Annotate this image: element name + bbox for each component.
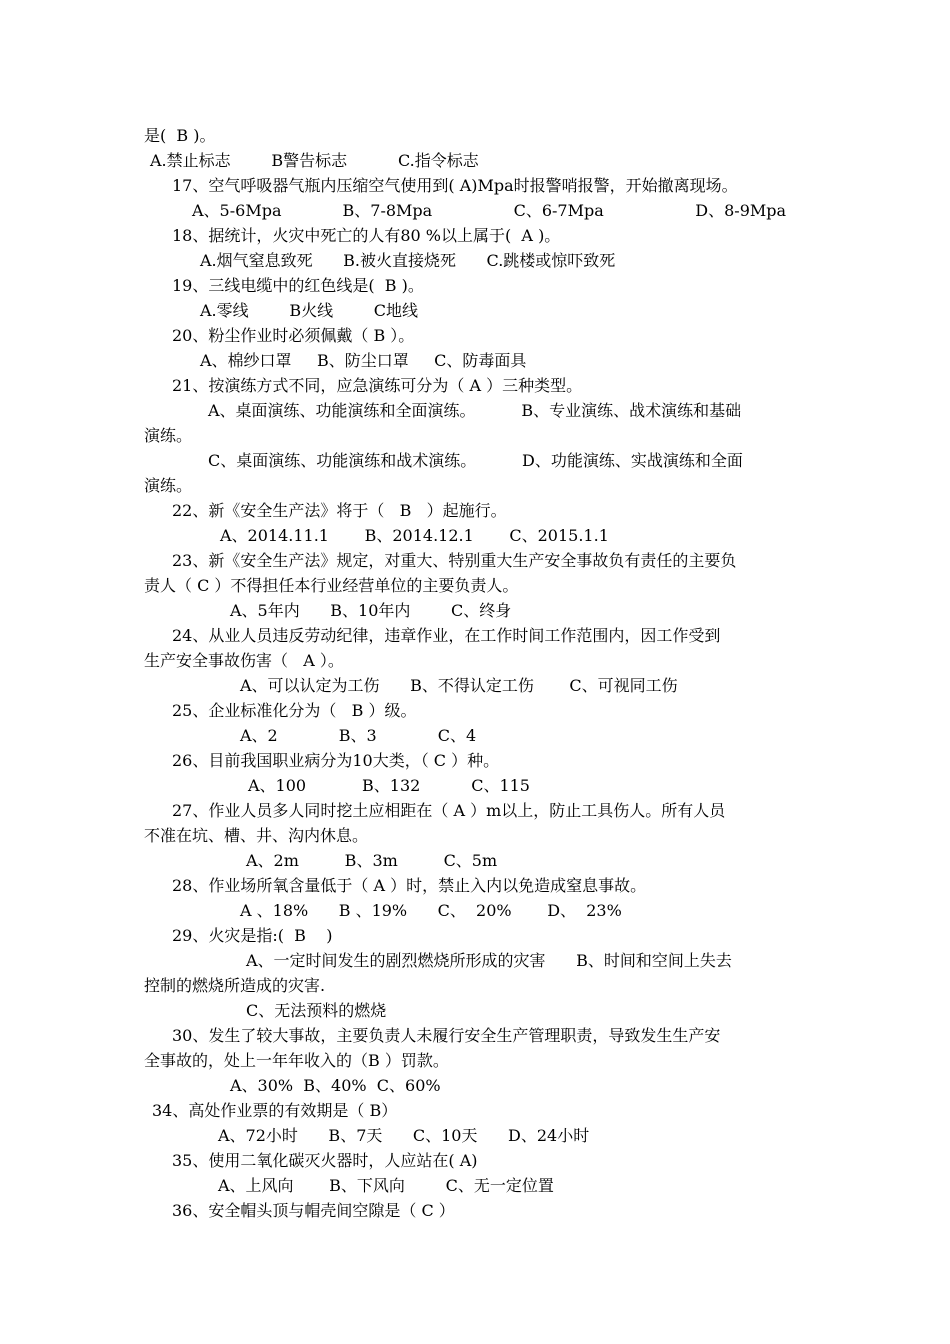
options-24: A、可以认定为工伤 B、不得认定工伤 C、可视同工伤	[240, 676, 678, 695]
options-18: A.烟气窒息致死 B.被火直接烧死 C.跳楼或惊吓致死	[200, 251, 616, 270]
question-20: 20、粉尘作业时必须佩戴（ B ）。	[172, 326, 415, 345]
question-27-cont: 不准在坑、槽、井、沟内休息。	[144, 826, 369, 845]
question-22: 22、新《安全生产法》将于（ B ）起施行。	[172, 501, 507, 520]
question-19: 19、三线电缆中的红色线是( B )。	[172, 276, 424, 295]
options-22: A、2014.11.1 B、2014.12.1 C、2015.1.1	[220, 526, 609, 545]
options-17: A、5-6Mpa B、7-8Mpa C、6-7Mpa D、8-9Mpa	[192, 201, 787, 220]
question-18: 18、据统计，火灾中死亡的人有80 %以上属于( A )。	[172, 226, 561, 245]
question-23: 23、新《安全生产法》规定，对重大、特别重大生产安全事故负有责任的主要负	[172, 551, 737, 570]
options-21-a: A、桌面演练、功能演练和全面演练。 B、专业演练、战术演练和基础	[208, 401, 742, 420]
text-line-2: A.禁止标志 B警告标志 C.指令标志	[150, 151, 479, 170]
question-17: 17、空气呼吸器气瓶内压缩空气使用到( A)Mpa时报警哨报警，开始撤离现场。	[172, 176, 738, 195]
options-21-c: C、桌面演练、功能演练和战术演练。 D、功能演练、实战演练和全面	[208, 451, 743, 470]
options-23: A、5年内 B、10年内 C、终身	[230, 601, 512, 620]
options-25: A、2 B、3 C、4	[240, 726, 477, 745]
options-21-a-cont: 演练。	[144, 426, 193, 445]
options-35: A、上风向 B、下风向 C、无一定位置	[218, 1176, 554, 1195]
options-29-b-cont: 控制的燃烧所造成的灾害.	[144, 976, 326, 995]
question-35: 35、使用二氧化碳灭火器时，人应站在( A)	[172, 1151, 478, 1170]
question-24-cont: 生产安全事故伤害（ A ）。	[144, 651, 344, 670]
question-29: 29、火灾是指:( B )	[172, 926, 333, 945]
question-24: 24、从业人员违反劳动纪律，违章作业，在工作时间工作范围内，因工作受到	[172, 626, 721, 645]
question-28: 28、作业场所氧含量低于（ A ）时，禁止入内以免造成窒息事故。	[172, 876, 647, 895]
question-23-cont: 责人（ C ）不得担任本行业经营单位的主要负责人。	[144, 576, 519, 595]
question-34: 34、高处作业票的有效期是（ B）	[152, 1101, 398, 1120]
question-25: 25、企业标准化分为（ B ）级。	[172, 701, 417, 720]
text-line-1: 是( B )。	[144, 126, 216, 145]
question-21: 21、按演练方式不同，应急演练可分为（ A ）三种类型。	[172, 376, 583, 395]
options-28: A 、18% B 、19% C、 20% D、 23%	[240, 901, 622, 920]
question-27: 27、作业人员多人同时挖土应相距在（ A ）m以上，防止工具伤人。所有人员	[172, 801, 726, 820]
options-26: A、100 B、132 C、115	[248, 776, 530, 795]
options-30: A、30% B、40% C、60%	[230, 1076, 441, 1095]
question-30-cont: 全事故的，处上一年年收入的（B ）罚款。	[144, 1051, 449, 1070]
options-34: A、72小时 B、7天 C、10天 D、24小时	[218, 1126, 590, 1145]
question-36: 36、安全帽头顶与帽壳间空隙是（ C ）	[172, 1201, 455, 1220]
options-27: A、2m B、3m C、5m	[246, 851, 498, 870]
options-29-c: C、无法预料的燃烧	[246, 1001, 387, 1020]
question-30: 30、发生了较大事故，主要负责人未履行安全生产管理职责，导致发生生产安	[172, 1026, 721, 1045]
options-19: A.零线 B火线 C地线	[200, 301, 419, 320]
question-26: 26、目前我国职业病分为10大类，（ C ）种。	[172, 751, 500, 770]
options-21-c-cont: 演练。	[144, 476, 193, 495]
options-29-a: A、一定时间发生的剧烈燃烧所形成的灾害 B、时间和空间上失去	[246, 951, 732, 970]
options-20: A、棉纱口罩 B、防尘口罩 C、防毒面具	[200, 351, 527, 370]
